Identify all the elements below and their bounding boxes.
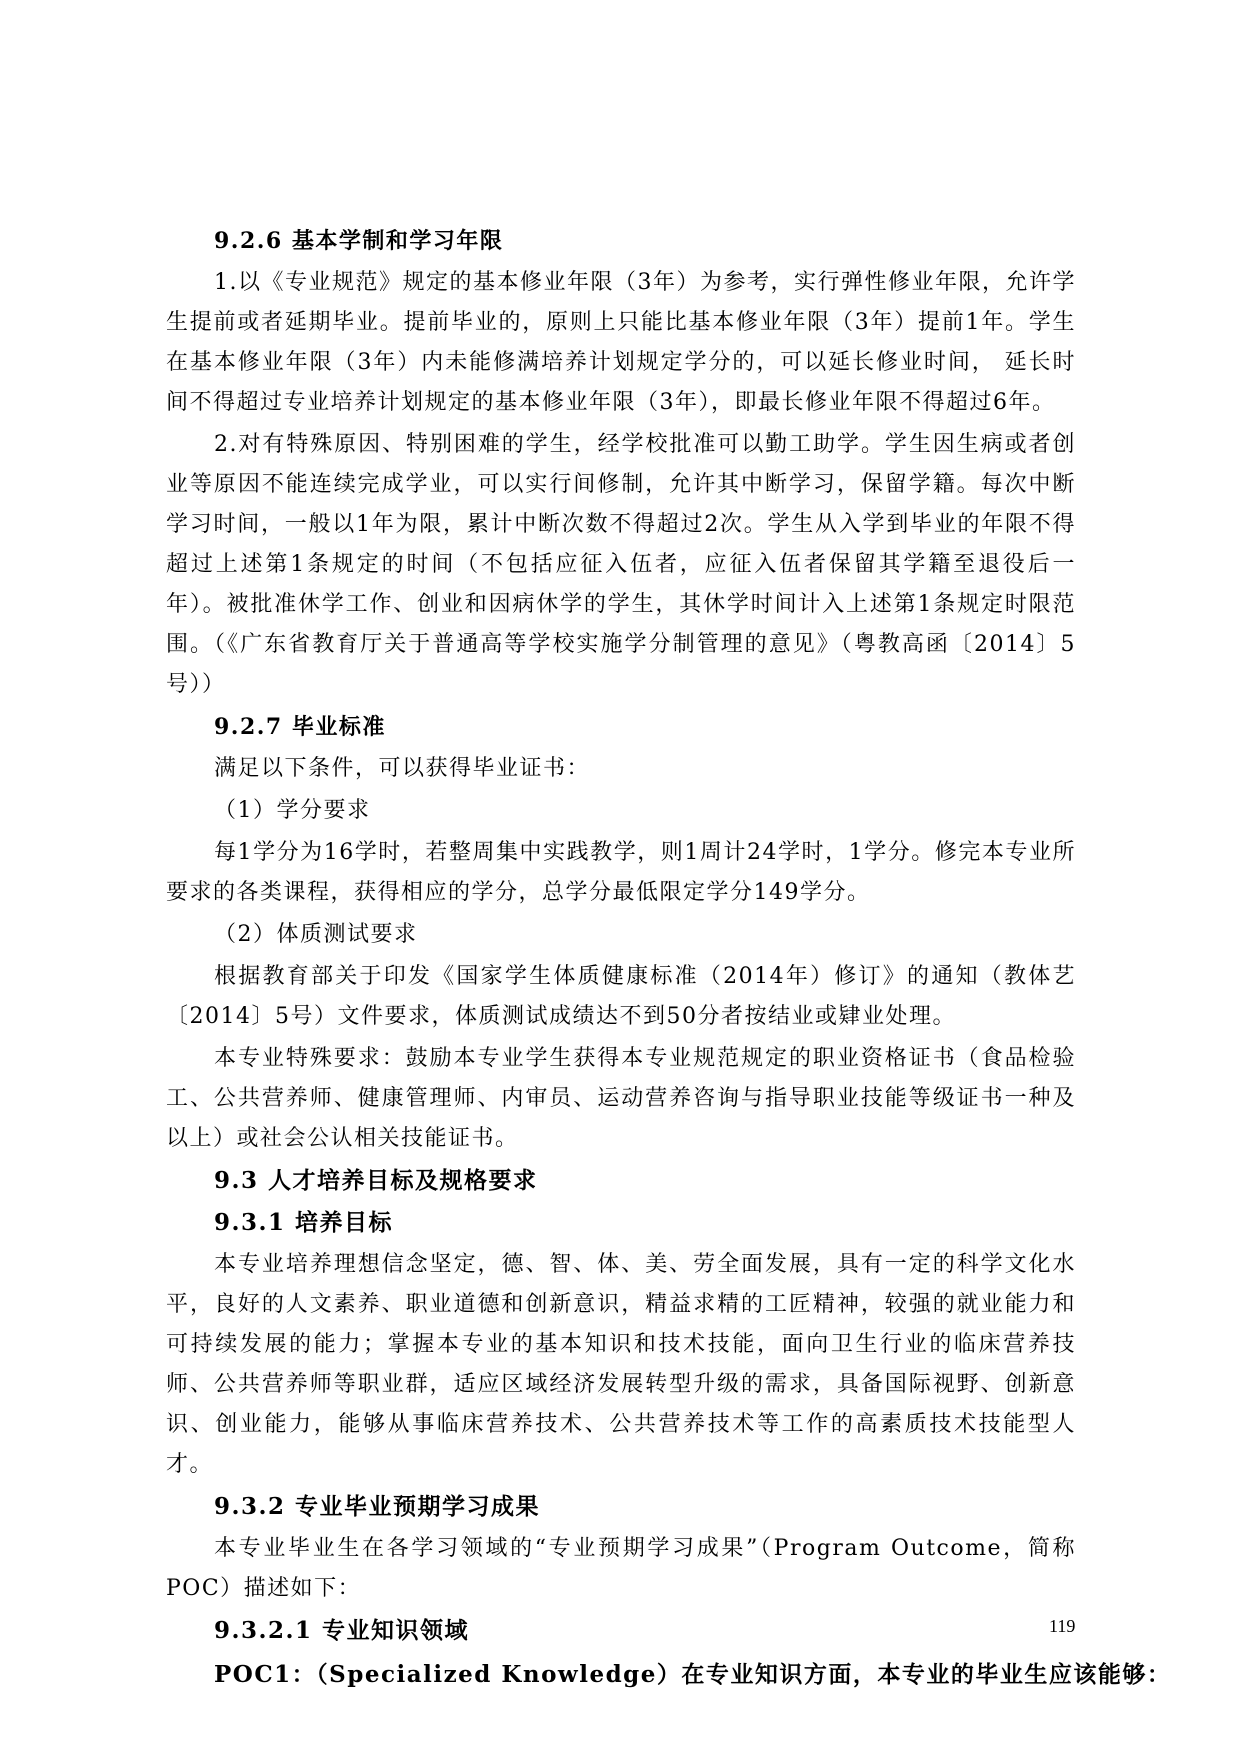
page-number: 119	[1049, 1616, 1076, 1636]
paragraph-work-study: 2.对有特殊原因、特别困难的学生，经学校批准可以勤工助学。学生因生病或者创业等原因不能连续完成学业，可以实行间修制，允许其中断学习，保留学籍。每次中断学习时间，一般以1年为限，累计中断次数不得超过2次。学生从入学到毕业的年限不得超过上述第1条规定的时间（不包括应征入伍者，应征入伍者保留其学籍至退役后一年）。被批准休学工作、创业和因病休学的学生，其休学时间计入上述第1条规定时限范围。（《广东省教育厅关于普通高等学校实施学分制管理的意见》（粤教高函〔2014〕5号））	[166, 432, 1076, 697]
section-heading-9-2-7: 9.2.7 毕业标准	[214, 714, 386, 740]
section-heading-9-3: 9.3 人才培养目标及规格要求	[214, 1167, 538, 1194]
paragraph-study-duration: 1.以《专业规范》规定的基本修业年限（3年）为参考，实行弹性修业年限，允许学生提前或者延期毕业。提前毕业的，原则上只能比基本修业年限（3年）提前1年。学生在基本修业年限（3年）内未能修满培养计划规定学分的，可以延长修业时间， 延长时间不得超过专业培养计划规定的基本修业年限（3年），即最长修业年限不得超过6年。	[166, 270, 1076, 415]
section-heading-9-3-2: 9.3.2 专业毕业预期学习成果	[214, 1493, 541, 1520]
section-heading-9-3-2-1: 9.3.2.1 专业知识领域	[214, 1617, 470, 1644]
program-outcome-intro: 本专业毕业生在各学习领域的“专业预期学习成果”（Program Outcome，简称POC）描述如下：	[166, 1536, 1076, 1601]
page-content	[166, 219, 1172, 1695]
fitness-requirement-title: （2）体质测试要求	[214, 922, 418, 947]
training-goal-text: 本专业培养理想信念坚定，德、智、体、美、劳全面发展，具有一定的科学文化水平，良好的人文素养、职业道德和创新意识，精益求精的工匠精神，较强的就业能力和可持续发展的能力；掌握本专业的基本知识和技术技能，面向卫生行业的临床营养技师、公共营养师等职业群，适应区域经济发展转型升级的需求，具备国际视野、创新意识、创业能力，能够从事临床营养技术、公共营养技术等工作的高素质技术技能型人才。	[166, 1252, 1076, 1477]
credit-requirement-text: 每1学分为16学时，若整周集中实践教学，则1周计24学时，1学分。修完本专业所要求的各类课程，获得相应的学分，总学分最低限定学分149学分。	[166, 840, 1076, 905]
section-heading-9-3-1: 9.3.1 培养目标	[214, 1209, 394, 1236]
fitness-requirement-text: 根据教育部关于印发《国家学生体质健康标准（2014年）修订》的通知（教体艺〔2014〕5号）文件要求，体质测试成绩达不到50分者按结业或肄业处理。	[166, 964, 1076, 1029]
credit-requirement-title: （1）学分要求	[214, 798, 371, 823]
poc1-statement: POC1：（Specialized Knowledge）在专业知识方面，本专业的毕业生应该能够：	[214, 1661, 1172, 1688]
special-requirement-text: 本专业特殊要求：鼓励本专业学生获得本专业规范规定的职业资格证书（食品检验工、公共营养师、健康管理师、内审员、运动营养咨询与指导职业技能等级证书一种及以上）或社会公认相关技能证书。	[166, 1046, 1076, 1151]
section-heading-9-2-6: 9.2.6 基本学制和学习年限	[214, 228, 504, 254]
graduation-intro: 满足以下条件，可以获得毕业证书：	[214, 756, 591, 781]
